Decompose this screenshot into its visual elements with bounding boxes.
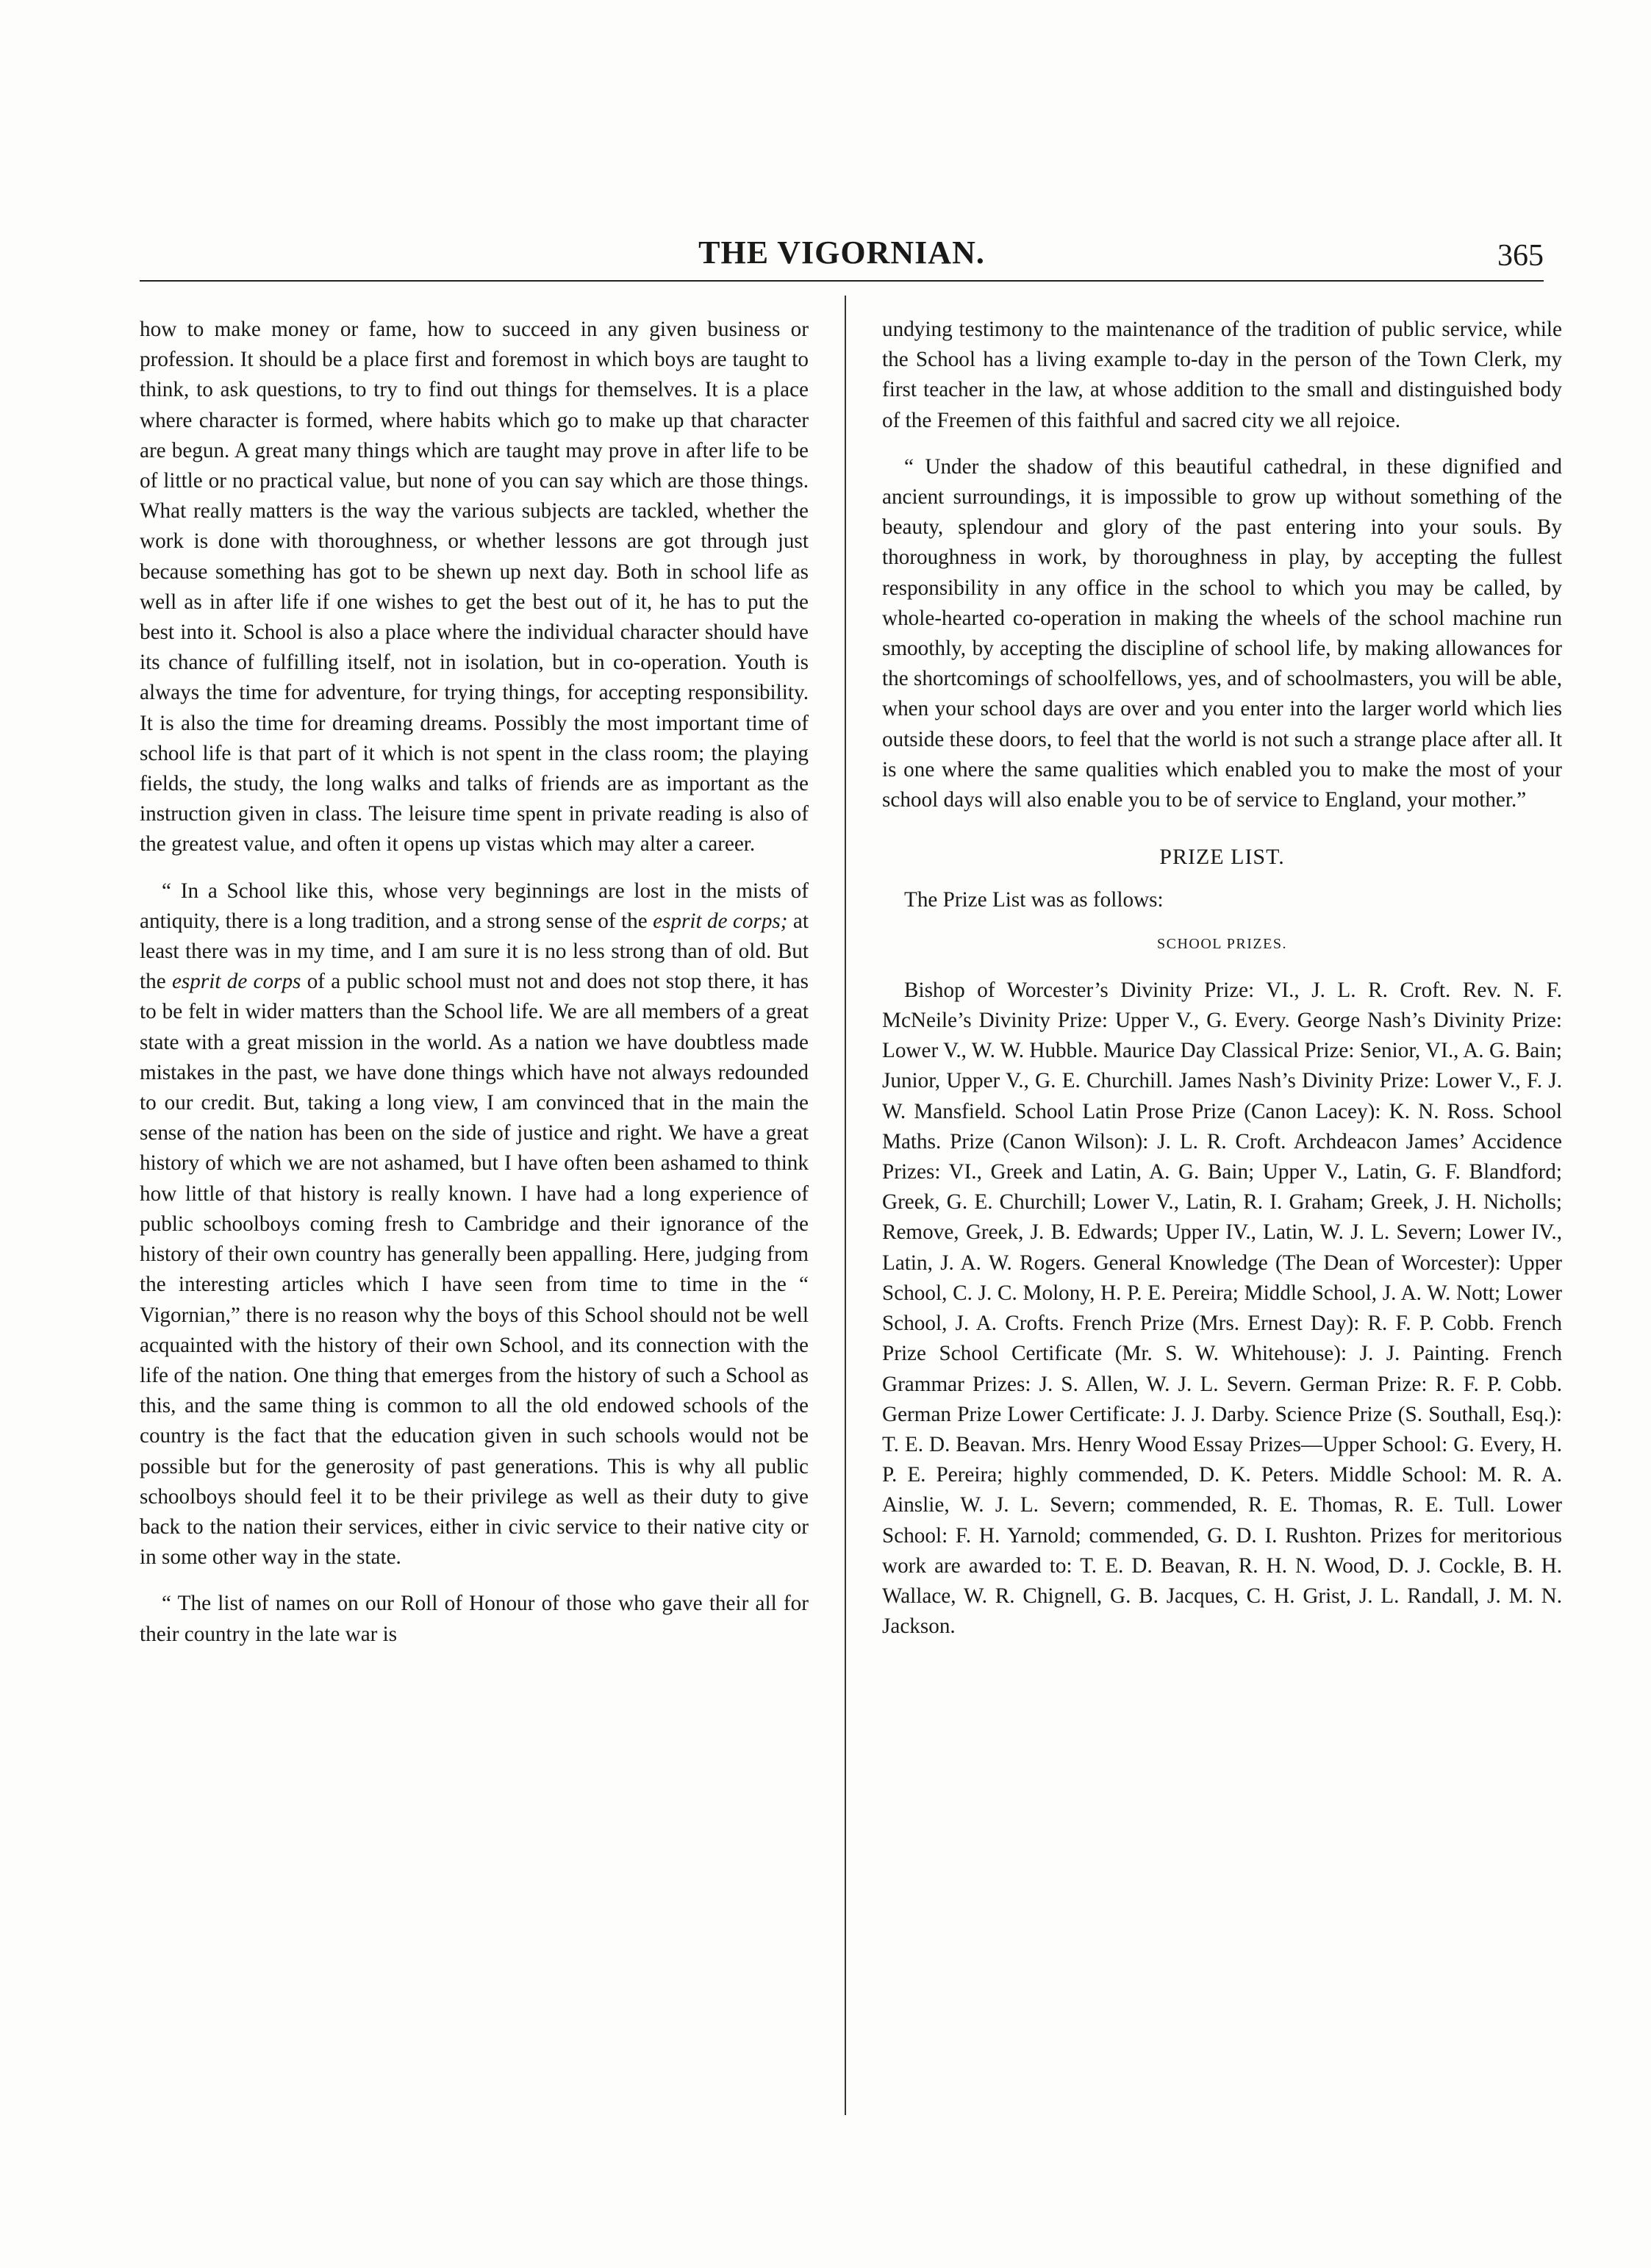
- paragraph: [140, 876, 809, 1573]
- text-run: “ In a School like this, whose very beginnings are lost in the mists of antiquity, there is a long tradition, and a strong sense of the: [140, 879, 809, 933]
- paragraph: how to make money or fame, how to succeed in any given business or profession. It should be a place first and foremost in which boys are taught to think, to ask questions, to try to find out things for themselves. It is a place where character is formed, where habits which go to make up that character are begun. A great many things which are taught may prove in after life to be of little or no practical value, but none of you can say which are those things. What really matters is the way the various subjects are tackled, whether the work is done with thoroughness, or whether lessons are got through just because something has got to be shewn up next day. Both in school life as well as in after life if one wishes to get the best out of it, he has to put the best into it. School is also a place where the individual character should have its chance of fulfilling itself, not in isolation, but in co-operation. Youth is always the time for adventure, for trying things, for accepting responsibility. It is also the time for dreaming dreams. Possibly the most important time of school life is that part of it which is not spent in the class room; the playing fields, the study, the long walks and talks of friends are as important as the instruction given in class. The leisure time spent in private reading is also of the greatest value, and often it opens up vistas which may alter a career.: [140, 318, 809, 856]
- prize-list-intro: The Prize List was as follows:: [904, 888, 1164, 912]
- column-divider: [845, 296, 846, 2115]
- paragraph: undying testimony to the maintenance of the tradition of public service, while the School has a living example to-day in the person of the Town Clerk, my first teacher in the law, at whose addition to the small and distinguished body of the Freemen of this faithful and sacred city we all rejoice.: [882, 318, 1562, 432]
- text-run: of a public school must not and does not stop there, it has to be felt in wider matters than the School life. We are all members of a great state with a great mission in the world. As a nation we have doubtless made mistakes in the past, we have done things which have not always redounded to our credit. But, taking a long view, I am convinced that in the main the sense of the nation has been on the side of justice and right. We have a great history of which we are not ashamed, but I have often been ashamed to think how little of that history is really known. I have had a long experience of public schoolboys coming fresh to Cambridge and their ignorance of the history of their own country has generally been appalling. Here, judging from the interesting articles which I have seen from time to time in the “ Vigornian,” there is no reason why the boys of this School should not be well acquainted with the history of their own School, and its connection with the life of the nation. One thing that emerges from the history of such a School as this, and the same thing is common to all the old endowed schools of the country is the fact that the education given in such schools would not be possible but for the generosity of past generations. This is why all public schoolboys should feel it to be their privilege as well as their duty to give back to the nation their services, either in civic service to their native city or in some other way in the state.: [140, 970, 809, 1570]
- text-run: at least there was in my time, and I am sure it is no less strong than of old. But the: [140, 909, 809, 994]
- prize-list-heading: PRIZE LIST.: [1159, 845, 1285, 870]
- prize-list-text: Bishop of Worcester’s Divinity Prize: VI., J. L. R. Croft. Rev. N. F. McNeile’s Divinity Prize: Upper V., G. Every. George Nash’s Divinity Prize: Lower V., W. W. Hubble. Maurice Day Classical Prize: Senior, VI., A. G. Bain; Junior, Upper V., G. E. Churchill. James Nash’s Divinity Prize: Lower V., F. J. W. Mansfield. School Latin Prose Prize (Canon Lacey): K. N. Ross. School Maths. Prize (Canon Wilson): J. L. R. Croft. Archdeacon James’ Accidence Prizes: VI., Greek and Latin, A. G. Bain; Upper V., Latin, G. F. Blandford; Greek, G. E. Churchill; Lower V., Latin, R. I. Graham; Greek, J. H. Nicholls; Remove, Greek, J. B. Edwards; Upper IV., Latin, W. J. L. Severn; Lower IV., Latin, J. A. W. Rogers. General Knowledge (The Dean of Worcester): Upper School, C. J. C. Molony, H. P. E. Pereira; Middle School, J. A. W. Nott; Lower School, J. A. Crofts. French Prize (Mrs. Ernest Day): R. F. P. Cobb. French Prize School Certificate (Mr. S. W. Whitehouse): J. J. Painting. French Grammar Prizes: J. S. Allen, W. J. L. Severn. German Prize: R. F. P. Cobb. German Prize Lower Certificate: J. J. Darby. Science Prize (S. Southall, Esq.): T. E. D. Beavan. Mrs. Henry Wood Essay Prizes—Upper School: G. Every, H. P. E. Pereira; highly commended, D. K. Peters. Middle School: M. R. A. Ainslie, W. J. L. Severn; commended, R. E. Thomas, R. E. Tull. Lower School: F. H. Yarnold; commended, G. D. I. Rushton. Prizes for meritorious work are awarded to: T. E. D. Beavan, R. H. N. Wood, D. J. Cockle, B. H. Wallace, W. R. Chignell, G. B. Jacques, C. H. Grist, J. L. Randall, J. M. N. Jackson.: [882, 978, 1562, 1639]
- paragraph: “ The list of names on our Roll of Honour of those who gave their all for their country in the late war is: [140, 1592, 809, 1646]
- right-column: [882, 315, 1562, 1658]
- italic-phrase: esprit de corps: [171, 970, 301, 994]
- page-number: 365: [1497, 239, 1544, 273]
- header-rule: [140, 280, 1544, 282]
- paragraph: “ Under the shadow of this beautiful cathedral, in these dignified and ancient surroundings, it is impossible to grow up without something of the beauty, splendour and glory of the past entering into your souls. By thoroughness in work, by thoroughness in play, by accepting the fullest responsibility in any office in the school to which you may be called, by whole-hearted co-operation in making the wheels of the school machine run smoothly, by accepting the discipline of school life, by making allowances for the shortcomings of schoolfellows, yes, and of schoolmasters, you will be able, when your school days are over and you enter into the larger world which lies outside these doors, to feel that the world is not such a strange place after all. It is one where the same qualities which enabled you to make the most of your school days will also enable you to be of service to England, your mother.”: [882, 454, 1562, 812]
- journal-title: THE VIGORNIAN.: [698, 235, 985, 271]
- masthead: [140, 234, 1544, 278]
- school-prizes-heading: SCHOOL PRIZES.: [1157, 935, 1287, 952]
- italic-phrase: esprit de corps;: [653, 909, 788, 933]
- left-column: [140, 315, 809, 1666]
